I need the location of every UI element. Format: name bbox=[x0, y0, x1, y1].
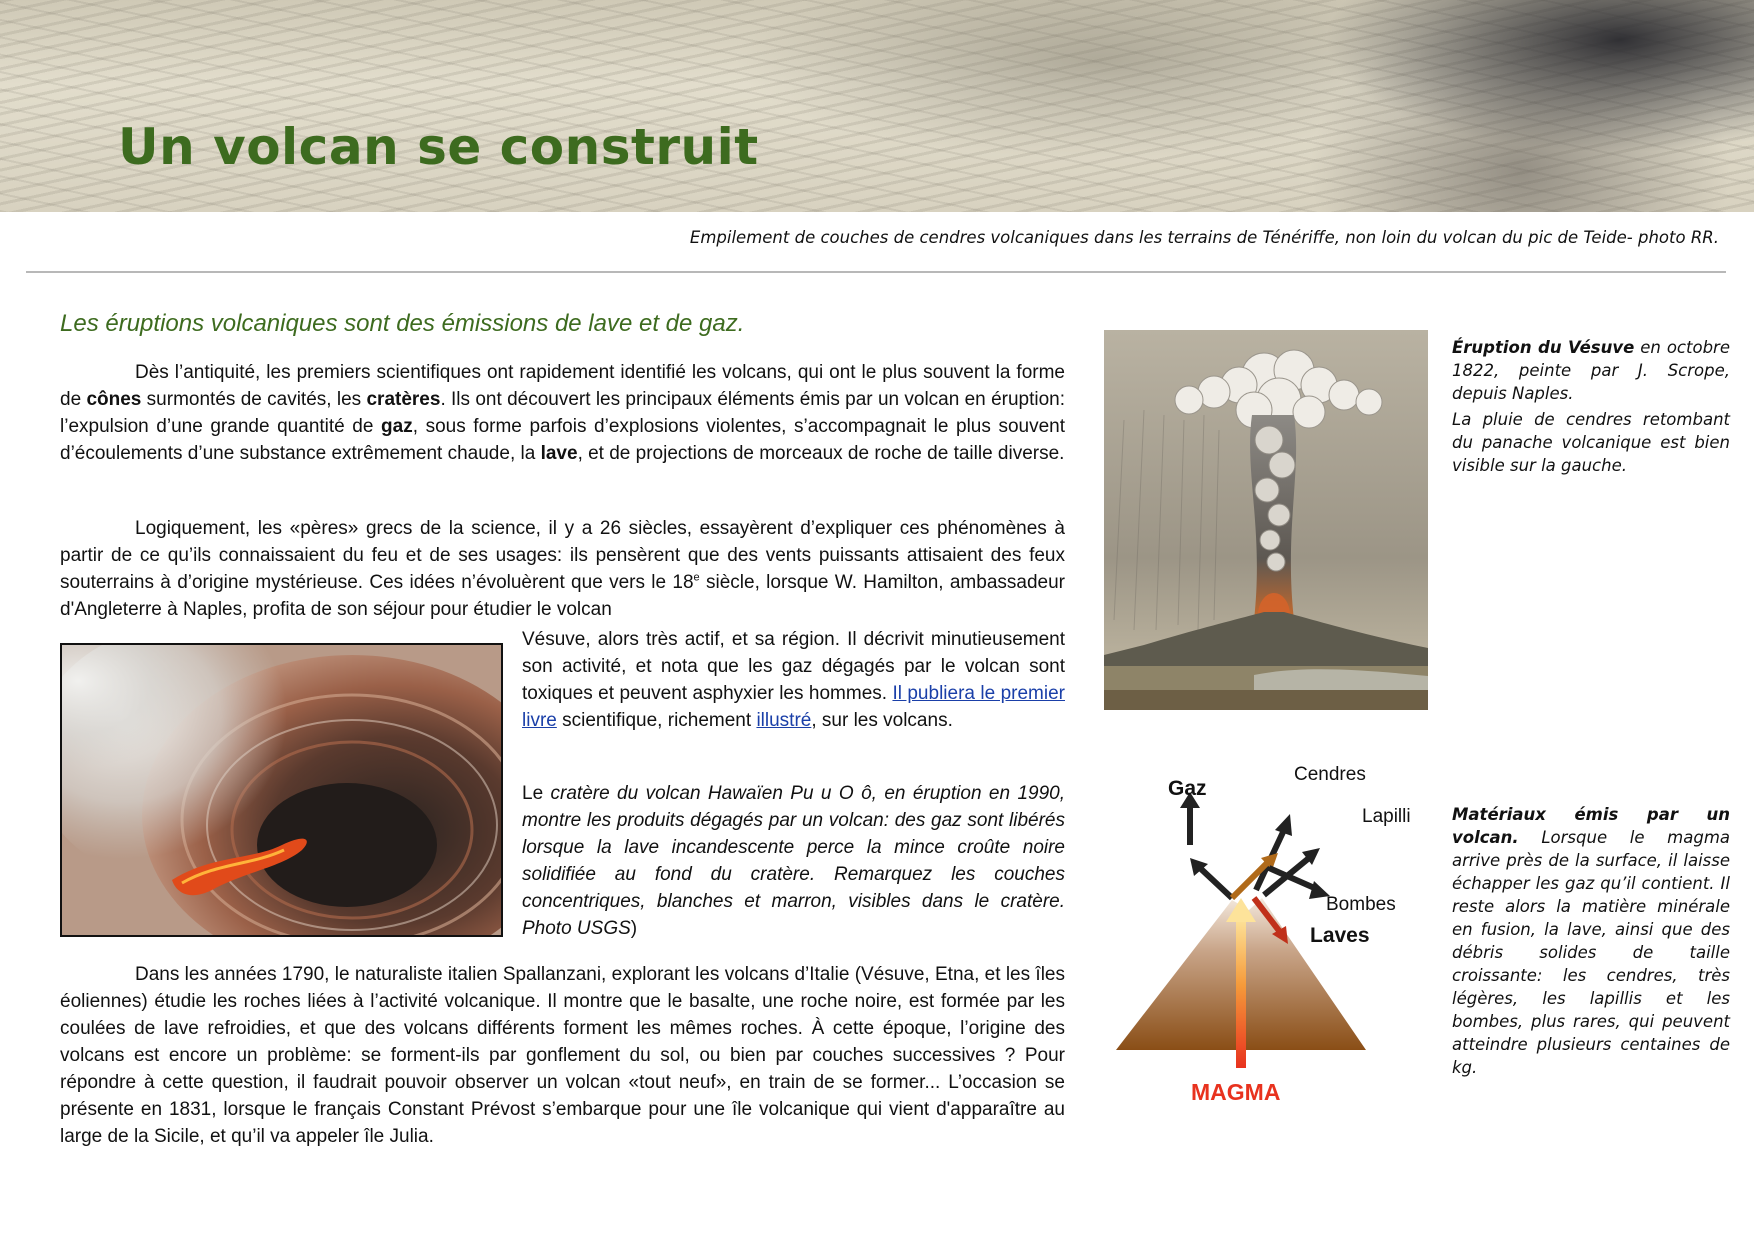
paragraph-antiquite bbox=[60, 359, 1065, 467]
page-title: Un volcan se construit bbox=[118, 118, 759, 176]
keyword-cones: cônes bbox=[86, 389, 142, 410]
vesuve-caption-2: La pluie de cendres retombant du panache volcanique est bien visible sur la gauche. bbox=[1452, 410, 1730, 475]
italic-caption: cratère du volcan Hawaïen Pu u O ô, en éruption en 1990, montre les produits dégagés par un volcan: des gaz sont libérés lorsque la lave incandescente perce la mince croûte noire solidifiée au fond du cratère. Remarquez les couches concentriques, blanches et marron, visibles dans le cratère. Photo USGS bbox=[522, 783, 1065, 939]
vesuve-painting bbox=[1104, 330, 1428, 710]
text-span: ) bbox=[630, 918, 638, 939]
text-span: , sur les volcans. bbox=[811, 710, 953, 731]
vesuve-caption bbox=[1452, 336, 1730, 405]
header-banner bbox=[0, 0, 1754, 212]
text-span: Lorsque le magma arrive près de la surface, il laisse échapper les gaz qu’il contient. Il reste alors la matière minérale en fusion, la lave, ainsi que des débris solides de taille croissante: les cendres, très légères, les lapillis et les bombes, plus rares, qui peuvent atteindre plusieurs centaines de kg. bbox=[1452, 828, 1730, 1077]
keyword-lave: lave bbox=[540, 443, 578, 464]
text-span: siècle, lorsque W. Hamilton, ambassadeur d'Angleterre à Naples, profita de son séjour pour étudier le volcan bbox=[60, 572, 1065, 620]
label-laves: Laves bbox=[1310, 924, 1370, 947]
volcano-materials-diagram bbox=[1104, 750, 1434, 1110]
paragraph-vesuve-continued bbox=[522, 626, 1065, 734]
magma-column bbox=[1236, 918, 1246, 1068]
gaz-arrow-2 bbox=[1200, 868, 1232, 898]
label-lapilli: Lapilli bbox=[1362, 806, 1411, 827]
diagram-caption-title: Matériaux émis par un volcan. bbox=[1452, 805, 1730, 847]
text-span: surmontés de cavités, les bbox=[141, 389, 367, 410]
divider bbox=[26, 271, 1726, 273]
label-bombes: Bombes bbox=[1326, 894, 1396, 915]
crater-photo bbox=[60, 643, 503, 937]
link-premier-livre[interactable]: Il publiera le premier livre bbox=[522, 683, 1065, 731]
text-span: scientifique, richement bbox=[556, 710, 757, 731]
superscript: e bbox=[693, 571, 700, 584]
text-span: Vésuve, alors très actif, et sa région. Il décrivit minutieusement son activité, et nota que les gaz dégagés par le volcan sont toxiques et peuvent asphyxier les hommes. bbox=[522, 629, 1065, 704]
label-magma: MAGMA bbox=[1191, 1079, 1281, 1105]
banner-photo-caption: Empilement de couches de cendres volcaniques dans les terrains de Ténériffe, non loin du volcan du pic de Teide- photo RR. bbox=[689, 228, 1719, 247]
crater-photo-caption bbox=[522, 780, 1065, 942]
text-span: Le bbox=[522, 783, 551, 804]
crater-photo-illustration bbox=[62, 645, 503, 937]
paragraph-spallanzani: Dans les années 1790, le naturaliste italien Spallanzani, explorant les volcans d’Italie (Vésuve, Etna, et les îles éoliennes) étudie les roches liées à l’activité volcanique. Il montre que le basalte, une roche noire, est formée par les coulées de lave refroidies, et que des volcans différents forment les mêmes roches. À cette époque, l’origine des volcans est encore un problème: se forment-ils par gonflement du sol, ou bien par couches successives ? Pour répondre à cette question, il faudrait pouvoir observer un volcan «tout neuf», en train de se former... L’occasion se présente en 1831, lorsque le français Constant Prévost s’embarque pour une île volcanique qui vient d'apparaître au large de la Sicile, et qu’il va appeler île Julia. bbox=[60, 964, 1065, 1147]
text-span: Logiquement, les «pères» grecs de la science, il y a 26 siècles, essayèrent d’expliquer ces phénomènes à partir de ce qu’ils connaissaient du feu et de ses usages: ils pensèrent que des vents puissants attisaient des feux souterrains à d’origine mystérieuse. Ces idées n’évoluèrent que vers le 18 bbox=[60, 518, 1065, 593]
paragraph-peres-grecs bbox=[60, 515, 1065, 623]
link-illustre[interactable]: illustré bbox=[756, 710, 812, 731]
text-span: , et de projections de morceaux de roche de taille diverse. bbox=[577, 443, 1065, 464]
label-cendres: Cendres bbox=[1294, 764, 1366, 785]
diagram-caption bbox=[1452, 803, 1730, 1079]
cendres-arrow-head bbox=[1275, 814, 1292, 836]
vesuve-painting-illustration bbox=[1104, 330, 1428, 710]
text-span: en octobre 1822, peinte par J. Scrope, depuis Naples. bbox=[1452, 338, 1730, 403]
text-span: , sous forme parfois d’explosions violentes, s’accompagnait le plus souvent d’écoulements d’une substance extrêmement chaude, la bbox=[60, 416, 1065, 464]
section-subtitle: Les éruptions volcaniques sont des émissions de lave et de gaz. bbox=[60, 310, 745, 337]
text-span: . Ils ont découvert les principaux éléments émis par un volcan en éruption: l’expulsion d’une grande quantité de bbox=[60, 389, 1066, 437]
vesuve-caption-title: Éruption du Vésuve bbox=[1452, 338, 1635, 357]
keyword-crateres: cratères bbox=[366, 389, 441, 410]
text-span: Dès l’antiquité, les premiers scientifiques ont rapidement identifié les volcans, qui ont le plus souvent la forme de bbox=[60, 362, 1065, 410]
keyword-gaz: gaz bbox=[381, 416, 413, 437]
label-gaz: Gaz bbox=[1168, 777, 1207, 800]
